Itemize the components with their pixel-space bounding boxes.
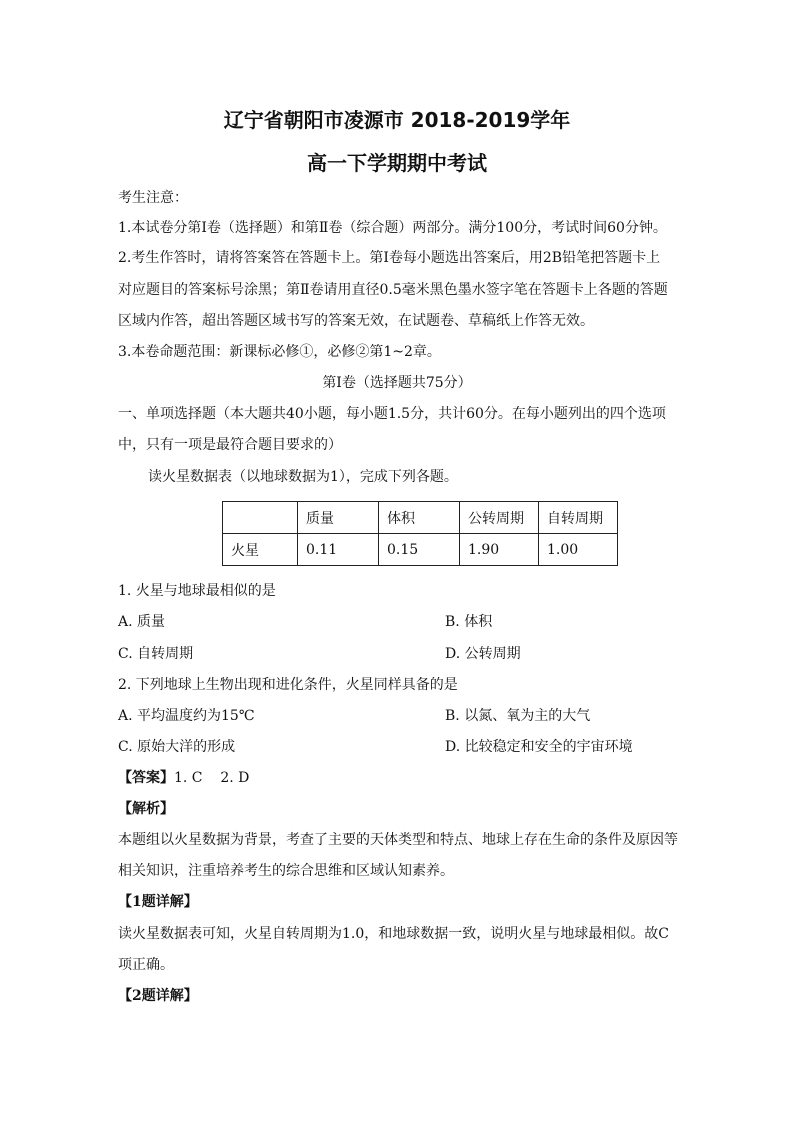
question-1-option-a: A. 质量: [118, 614, 166, 630]
table-header-cell: 自转周期: [539, 502, 618, 534]
notice-heading: 考生注意：: [118, 190, 188, 206]
analysis-label: 【解析】: [118, 801, 174, 817]
table-cell: 1.90: [460, 534, 539, 566]
answer-label: 【答案】: [118, 770, 174, 786]
table-header-cell: 公转周期: [460, 502, 539, 534]
notice-item-2-cont-b: 区域内作答，超出答题区域书写的答案无效，在试题卷、草稿纸上作答无效。: [118, 313, 594, 329]
table-cell: 0.15: [379, 534, 460, 566]
analysis-line-1: 本题组以火星数据为背景，考查了主要的天体类型和特点、地球上存在生命的条件及原因等: [118, 832, 678, 848]
question-2-option-a: A. 平均温度约为15℃: [118, 708, 255, 724]
mars-data-table: [222, 501, 618, 566]
table-cell: 火星: [223, 534, 298, 566]
document-title: 辽宁省朝阳市凌源市 2018-2019学年: [223, 108, 571, 132]
table-header-cell: 质量: [298, 502, 379, 534]
answer-text: 1. C 2. D: [174, 770, 250, 786]
section-instruction-2: 中，只有一项是最符合题目要求的）: [118, 437, 342, 453]
question-intro: 读火星数据表（以地球数据为1），完成下列各题。: [148, 469, 458, 485]
table-row: [223, 534, 618, 566]
analysis-line-2: 相关知识，注重培养考生的综合思维和区域认知素养。: [118, 863, 454, 879]
notice-item-2: 2.考生作答时，请将答案答在答题卡上。第Ⅰ卷每小题选出答案后，用2B铅笔把答题卡上: [118, 250, 661, 266]
question-1-stem: 1. 火星与地球最相似的是: [118, 583, 276, 599]
question-2-option-d: D. 比较稳定和安全的宇宙环境: [445, 739, 633, 755]
section-title: 第Ⅰ卷（选择题共75分）: [322, 375, 472, 391]
detail-1-label: 【1题详解】: [118, 894, 198, 910]
answer-line: [118, 769, 249, 787]
table-header-cell: [223, 502, 298, 534]
table-cell: 0.11: [298, 534, 379, 566]
question-2-option-b: B. 以氮、氧为主的大气: [445, 708, 591, 724]
question-2-stem: 2. 下列地球上生物出现和进化条件，火星同样具备的是: [118, 677, 458, 693]
question-2-option-c: C. 原始大洋的形成: [118, 739, 236, 755]
table-header-row: [223, 502, 618, 534]
detail-2-label: 【2题详解】: [118, 988, 198, 1004]
detail-1-line-1: 读火星数据表可知，火星自转周期为1.0，和地球数据一致，说明火星与地球最相似。故C: [118, 926, 669, 942]
notice-item-2-cont-a: 对应题目的答案标号涂黑；第Ⅱ卷请用直径0.5毫米黑色墨水签字笔在答题卡上各题的答题: [118, 282, 668, 298]
notice-item-1: 1.本试卷分第Ⅰ卷（选择题）和第Ⅱ卷（综合题）两部分。满分100分，考试时间60分钟。: [118, 220, 667, 236]
notice-item-3: 3.本卷命题范围：新课标必修①，必修②第1~2章。: [118, 344, 441, 360]
question-1-option-d: D. 公转周期: [445, 646, 521, 662]
table-cell: 1.00: [539, 534, 618, 566]
question-1-option-c: C. 自转周期: [118, 646, 194, 662]
table-header-cell: 体积: [379, 502, 460, 534]
document-subtitle: 高一下学期期中考试: [307, 151, 487, 175]
question-1-option-b: B. 体积: [445, 614, 493, 630]
section-instruction-1: 一、单项选择题（本大题共40小题，每小题1.5分，共计60分。在每小题列出的四个选项: [118, 406, 666, 422]
detail-1-line-2: 项正确。: [118, 957, 174, 973]
